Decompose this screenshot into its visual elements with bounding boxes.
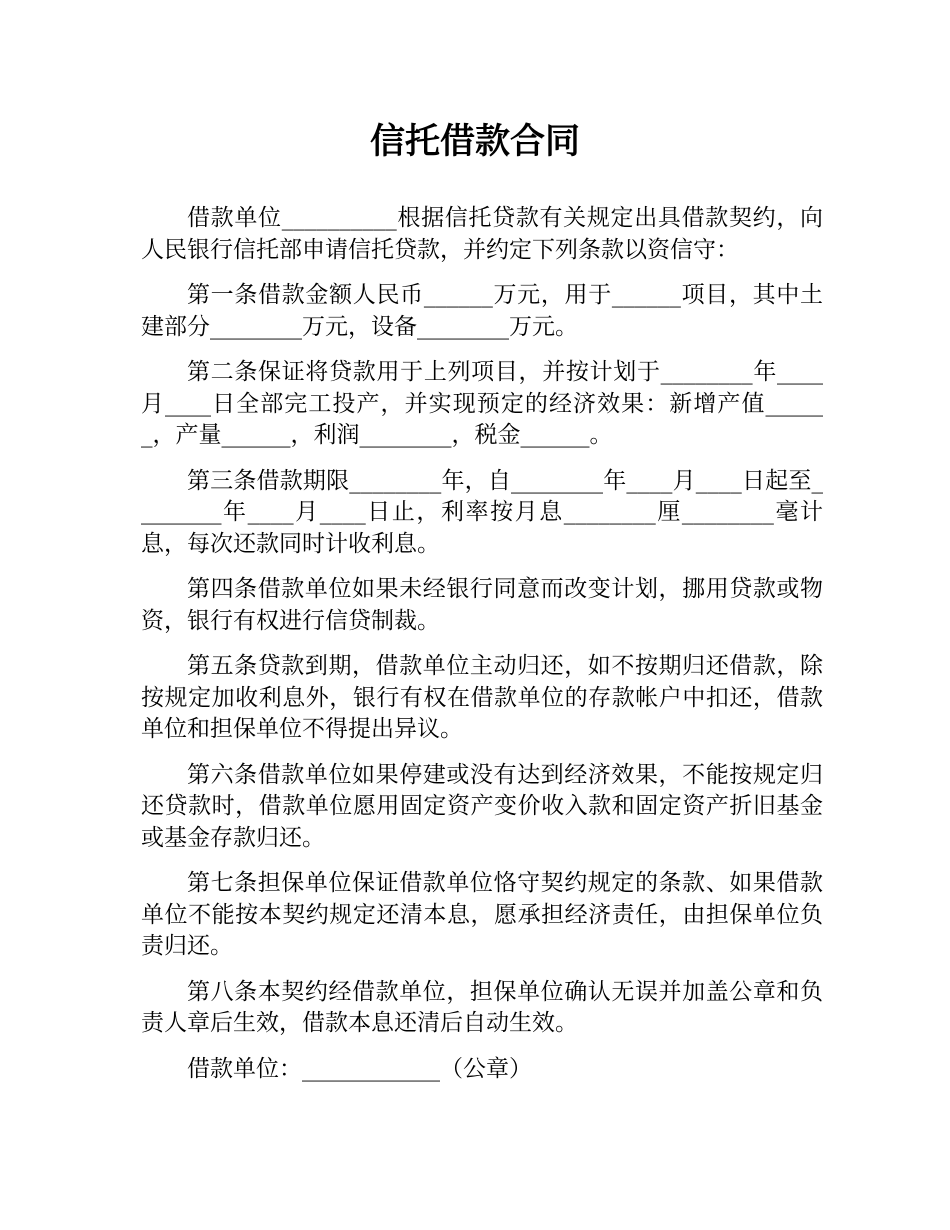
paragraph-article-7: 第七条担保单位保证借款单位恪守契约规定的条款、如果借款单位不能按本契约规定还清本息，愿承担经济责任，由担保单位负责归还。 (141, 870, 823, 959)
paragraph-article-8: 第八条本契约经借款单位，担保单位确认无误并加盖公章和负责人章后生效，借款本息还清后自动生效。 (141, 978, 823, 1036)
paragraph-article-3: 第三条借款期限________年，自________年____月____日起至________年____月____日止，利率按月息________厘________毫计息，每次还款同时计收利息。 (141, 467, 823, 557)
paragraph-article-2: 第二条保证将贷款用于上列项目，并按计划于________年____月____日全部完工投产，并实现预定的经济效果：新增产值______，产量______，利润________，税金______。 (141, 359, 823, 448)
paragraph-article-5: 第五条贷款到期，借款单位主动归还，如不按期归还借款，除按规定加收利息外，银行有权在借款单位的存款帐户中扣还，借款单位和担保单位不得提出异议。 (141, 653, 823, 742)
paragraph-article-1: 第一条借款金额人民币______万元，用于______项目，其中土建部分________万元，设备________万元。 (141, 282, 823, 340)
signature-line: 借款单位：____________（公章） (187, 1055, 532, 1082)
paragraph-article-6: 第六条借款单位如果停建或没有达到经济效果，不能按规定归还贷款时，借款单位愿用固定资产变价收入款和固定资产折旧基金或基金存款归还。 (141, 761, 823, 851)
paragraph-article-4: 第四条借款单位如果未经银行同意而改变计划，挪用贷款或物资，银行有权进行信贷制裁。 (141, 576, 823, 634)
document-title: 信托借款合同 (369, 122, 580, 162)
document-body (141, 203, 823, 1099)
paragraph-intro: 借款单位__________根据信托贷款有关规定出具借款契约，向人民银行信托部申请信托贷款，并约定下列条款以资信守： (141, 205, 823, 263)
